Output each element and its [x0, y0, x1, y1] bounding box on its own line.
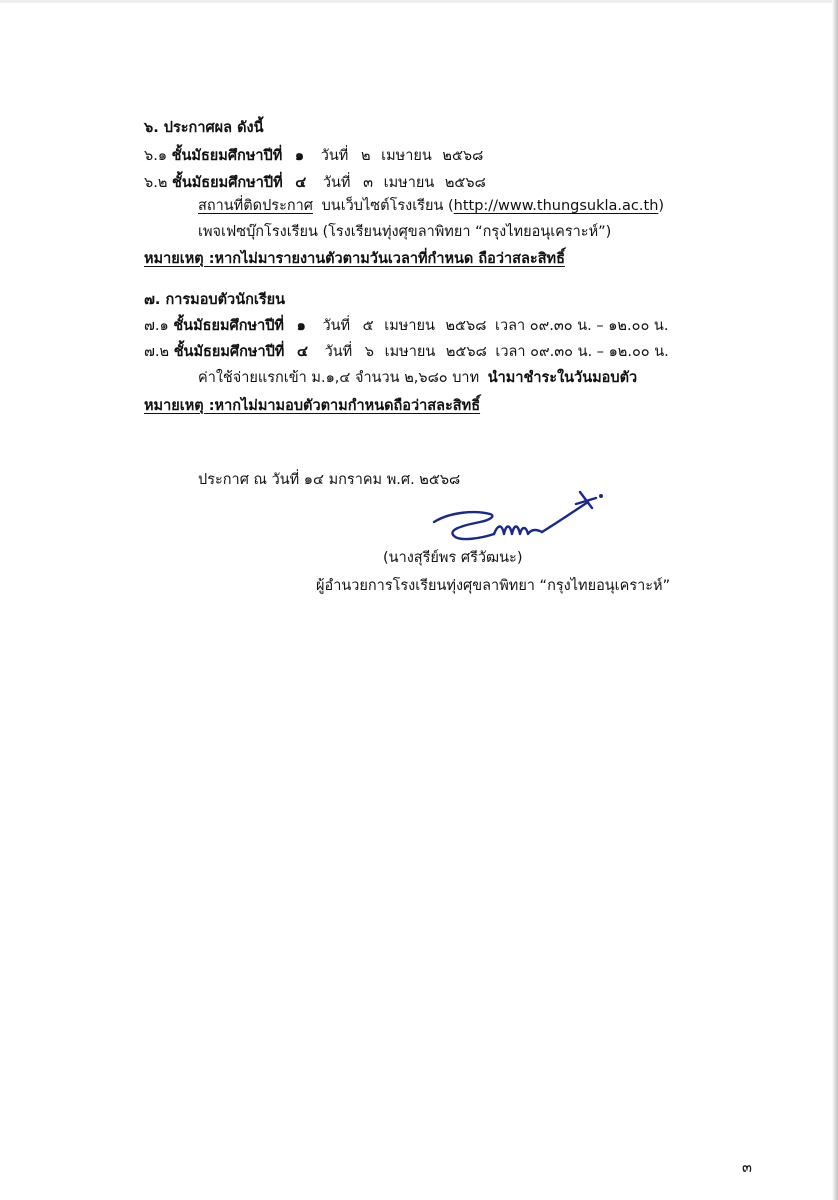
day-value: ๓ — [363, 175, 374, 191]
month-value: เมษายน — [384, 318, 435, 334]
grade-number: ๑ — [294, 148, 305, 164]
grade-label: ชั้นมัธยมศึกษาปีที่ — [171, 148, 283, 164]
grade-number: ๑ — [296, 318, 306, 334]
day-label: วันที่ — [324, 344, 353, 360]
signer-name: (นางสุรีย์พร ศรีวัฒนะ) — [383, 550, 523, 566]
month-value: เมษายน — [383, 175, 435, 191]
signer-title: ผู้อำนวยการโรงเรียนทุ่งศุขลาพิทยา “กรุงไทยอนุเคราะห์” — [316, 578, 671, 594]
time-range: เวลา ๐๙.๓๐ น. – ๑๒.๐๐ น. — [495, 344, 669, 360]
grade-number: ๔ — [295, 175, 307, 191]
grade-number: ๔ — [296, 344, 308, 360]
section7-heading: ๗. การมอบตัวนักเรียน — [144, 292, 286, 308]
section7-item2 — [144, 342, 669, 362]
scan-right-edge — [832, 0, 838, 1200]
scan-top-edge — [0, 0, 838, 3]
grade-label: ชั้นมัธยมศึกษาปีที่ — [171, 175, 283, 191]
item-number: ๗.๒ — [144, 344, 170, 360]
day-value: ๒ — [360, 148, 371, 164]
section7-item1 — [144, 316, 668, 336]
item-number: ๖.๒ — [144, 175, 168, 191]
location-text: บนเว็บไซต์โรงเรียน ( — [321, 198, 454, 214]
location-label: สถานที่ติดประกาศ — [198, 198, 313, 214]
day-label: วันที่ — [322, 175, 351, 191]
signature-image — [420, 484, 610, 554]
section6-heading: ๖. ประกาศผล ดังนี้ — [144, 120, 264, 136]
section6-note: หมายเหตุ :หากไม่มารายงานตัวตามวันเวลาที่กำหนด ถือว่าสละสิทธิ์ — [144, 251, 565, 267]
grade-label: ชั้นมัธยมศึกษาปีที่ — [173, 318, 284, 334]
grade-label: ชั้นมัธยมศึกษาปีที่ — [173, 344, 285, 360]
year-value: ๒๕๖๘ — [444, 175, 486, 191]
section6-item1 — [144, 146, 483, 166]
item-number: ๗.๑ — [144, 318, 169, 334]
page-number: ๓ — [742, 1160, 752, 1176]
fee-payment-note: นำมาชำระในวันมอบตัว — [487, 370, 638, 386]
fee-text: ค่าใช้จ่ายแรกเข้า ม.๑,๔ จำนวน ๒,๖๘๐ บาท — [198, 370, 480, 386]
facebook-page-line: เพจเฟซบุ๊กโรงเรียน (โรงเรียนทุ่งศุขลาพิทยา “กรุงไทยอนุเคราะห์”) — [198, 224, 612, 240]
day-value: ๕ — [362, 318, 374, 334]
website-link[interactable]: http://www.thungsukla.ac.th — [453, 198, 659, 214]
year-value: ๒๕๖๘ — [442, 148, 484, 164]
day-label: วันที่ — [322, 318, 351, 334]
announcement-location — [198, 196, 664, 216]
day-label: วันที่ — [320, 148, 349, 164]
location-close: ) — [658, 198, 665, 214]
announcement-date: ประกาศ ณ วันที่ ๑๔ มกราคม พ.ศ. ๒๕๖๘ — [198, 472, 461, 488]
day-value: ๖ — [364, 344, 375, 360]
section6-item2 — [144, 173, 486, 193]
fee-line — [198, 368, 637, 388]
section7-note: หมายเหตุ :หากไม่มามอบตัวตามกำหนดถือว่าสละสิทธิ์ — [144, 398, 481, 414]
month-value: เมษายน — [384, 344, 436, 360]
item-number: ๖.๑ — [144, 148, 168, 164]
year-value: ๒๕๖๘ — [445, 318, 487, 334]
year-value: ๒๕๖๘ — [445, 344, 487, 360]
month-value: เมษายน — [381, 148, 432, 164]
time-range: เวลา ๐๙.๓๐ น. – ๑๒.๐๐ น. — [495, 318, 669, 334]
